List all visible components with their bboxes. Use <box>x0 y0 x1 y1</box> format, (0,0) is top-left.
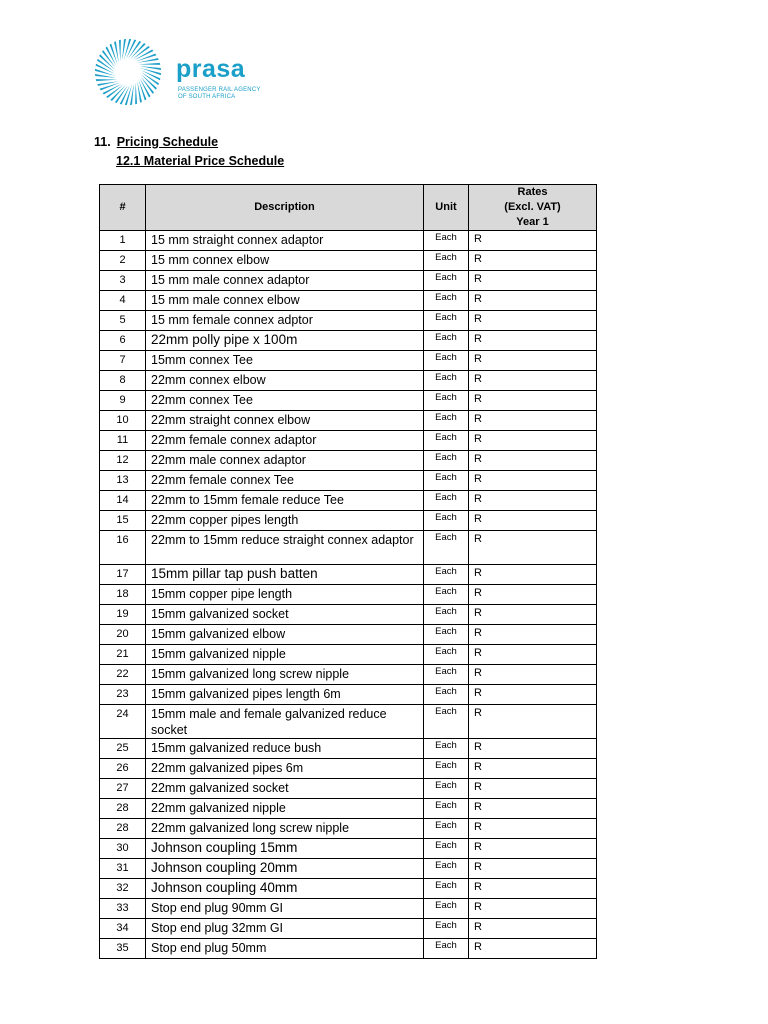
row-unit: Each <box>424 665 469 685</box>
brand-tagline-line2: OF SOUTH AFRICA <box>178 94 236 100</box>
header-description: Description <box>146 185 424 231</box>
row-number: 34 <box>100 919 146 939</box>
table-row <box>100 779 597 799</box>
row-number: 5 <box>100 311 146 331</box>
row-unit: Each <box>424 311 469 331</box>
row-rate: R <box>469 665 597 685</box>
row-unit: Each <box>424 585 469 605</box>
row-unit: Each <box>424 799 469 819</box>
row-description: 22mm male connex adaptor <box>146 451 424 471</box>
row-number: 33 <box>100 899 146 919</box>
row-description: 15mm galvanized socket <box>146 605 424 625</box>
row-unit: Each <box>424 625 469 645</box>
row-rate: R <box>469 625 597 645</box>
row-number: 2 <box>100 251 146 271</box>
row-rate: R <box>469 839 597 859</box>
row-unit: Each <box>424 351 469 371</box>
row-unit: Each <box>424 271 469 291</box>
row-description: 22mm galvanized nipple <box>146 799 424 819</box>
row-rate: R <box>469 491 597 511</box>
table-row <box>100 899 597 919</box>
table-row <box>100 491 597 511</box>
row-rate: R <box>469 759 597 779</box>
row-rate: R <box>469 351 597 371</box>
row-number: 12 <box>100 451 146 471</box>
row-unit: Each <box>424 939 469 959</box>
row-unit: Each <box>424 291 469 311</box>
row-number: 24 <box>100 705 146 739</box>
row-number: 31 <box>100 859 146 879</box>
table-row <box>100 351 597 371</box>
header-rates-line1: Rates <box>517 186 548 198</box>
row-rate: R <box>469 411 597 431</box>
header-rates <box>469 185 597 231</box>
row-number: 14 <box>100 491 146 511</box>
row-rate: R <box>469 451 597 471</box>
table-row <box>100 645 597 665</box>
table-row <box>100 411 597 431</box>
row-rate: R <box>469 645 597 665</box>
row-description: 15 mm male connex adaptor <box>146 271 424 291</box>
row-rate: R <box>469 705 597 739</box>
row-unit: Each <box>424 605 469 625</box>
header-rates-line2: (Excl. VAT) <box>504 201 561 213</box>
section-heading <box>94 135 218 150</box>
row-number: 6 <box>100 331 146 351</box>
table-row <box>100 665 597 685</box>
row-rate: R <box>469 311 597 331</box>
row-number: 1 <box>100 231 146 251</box>
row-rate: R <box>469 919 597 939</box>
row-unit: Each <box>424 491 469 511</box>
row-description: 22mm copper pipes length <box>146 511 424 531</box>
row-unit: Each <box>424 645 469 665</box>
row-description: 22mm connex Tee <box>146 391 424 411</box>
row-description: Stop end plug 50mm <box>146 939 424 959</box>
row-rate: R <box>469 939 597 959</box>
row-unit: Each <box>424 411 469 431</box>
table-row <box>100 625 597 645</box>
row-number: 16 <box>100 531 146 565</box>
row-rate: R <box>469 819 597 839</box>
row-description: 22mm to 15mm reduce straight connex adaptor <box>146 531 424 565</box>
row-rate: R <box>469 585 597 605</box>
row-unit: Each <box>424 511 469 531</box>
section-title: Pricing Schedule <box>116 135 219 149</box>
row-number: 25 <box>100 739 146 759</box>
row-description: Johnson coupling 40mm <box>146 879 424 899</box>
row-rate: R <box>469 371 597 391</box>
price-schedule-table <box>99 184 597 959</box>
row-description: Johnson coupling 15mm <box>146 839 424 859</box>
table-row <box>100 839 597 859</box>
row-number: 32 <box>100 879 146 899</box>
row-number: 35 <box>100 939 146 959</box>
row-unit: Each <box>424 739 469 759</box>
row-number: 19 <box>100 605 146 625</box>
table-row <box>100 331 597 351</box>
row-description: Johnson coupling 20mm <box>146 859 424 879</box>
row-rate: R <box>469 779 597 799</box>
row-number: 27 <box>100 779 146 799</box>
row-unit: Each <box>424 879 469 899</box>
table-row <box>100 371 597 391</box>
row-unit: Each <box>424 839 469 859</box>
table-row <box>100 605 597 625</box>
row-unit: Each <box>424 371 469 391</box>
row-number: 11 <box>100 431 146 451</box>
row-rate: R <box>469 899 597 919</box>
row-number: 13 <box>100 471 146 491</box>
row-number: 17 <box>100 565 146 585</box>
row-number: 7 <box>100 351 146 371</box>
row-rate: R <box>469 271 597 291</box>
row-description: 15mm pillar tap push batten <box>146 565 424 585</box>
row-description: 22mm to 15mm female reduce Tee <box>146 491 424 511</box>
row-unit: Each <box>424 471 469 491</box>
row-unit: Each <box>424 899 469 919</box>
row-rate: R <box>469 531 597 565</box>
row-rate: R <box>469 251 597 271</box>
row-description: 15mm galvanized elbow <box>146 625 424 645</box>
prasa-emblem-icon <box>92 36 164 108</box>
table-row <box>100 759 597 779</box>
row-unit: Each <box>424 819 469 839</box>
table-row <box>100 939 597 959</box>
table-row <box>100 251 597 271</box>
row-description: 15 mm straight connex adaptor <box>146 231 424 251</box>
row-description: 15mm galvanized nipple <box>146 645 424 665</box>
row-number: 21 <box>100 645 146 665</box>
row-number: 20 <box>100 625 146 645</box>
row-unit: Each <box>424 565 469 585</box>
table-row <box>100 531 597 565</box>
row-description: 15 mm female connex adptor <box>146 311 424 331</box>
row-rate: R <box>469 879 597 899</box>
table-row <box>100 585 597 605</box>
table-header-row <box>100 185 597 231</box>
row-unit: Each <box>424 231 469 251</box>
row-description: Stop end plug 90mm GI <box>146 899 424 919</box>
row-rate: R <box>469 471 597 491</box>
row-description: 15mm connex Tee <box>146 351 424 371</box>
table-row <box>100 231 597 251</box>
row-description: 22mm female connex adaptor <box>146 431 424 451</box>
table-row <box>100 451 597 471</box>
row-rate: R <box>469 291 597 311</box>
table-row <box>100 291 597 311</box>
section-number: 11. <box>94 135 111 149</box>
row-description: 15mm galvanized reduce bush <box>146 739 424 759</box>
row-number: 30 <box>100 839 146 859</box>
table-row <box>100 565 597 585</box>
row-unit: Each <box>424 859 469 879</box>
row-description: 15mm galvanized pipes length 6m <box>146 685 424 705</box>
row-number: 3 <box>100 271 146 291</box>
table-row <box>100 879 597 899</box>
row-rate: R <box>469 231 597 251</box>
row-rate: R <box>469 605 597 625</box>
header-rates-line3: Year 1 <box>516 216 549 228</box>
row-number: 28 <box>100 799 146 819</box>
brand-tagline-line1: PASSENGER RAIL AGENCY <box>178 87 261 93</box>
row-description: 22mm polly pipe x 100m <box>146 331 424 351</box>
row-unit: Each <box>424 531 469 565</box>
table-row <box>100 391 597 411</box>
row-description: 15mm male and female galvanized reduce socket <box>146 705 424 739</box>
brand-name: prasa <box>176 55 246 83</box>
table-row <box>100 799 597 819</box>
row-description: 15 mm connex elbow <box>146 251 424 271</box>
table-row <box>100 431 597 451</box>
row-number: 26 <box>100 759 146 779</box>
row-rate: R <box>469 391 597 411</box>
row-unit: Each <box>424 779 469 799</box>
row-number: 18 <box>100 585 146 605</box>
row-unit: Each <box>424 251 469 271</box>
row-description: 22mm galvanized pipes 6m <box>146 759 424 779</box>
row-rate: R <box>469 331 597 351</box>
row-rate: R <box>469 511 597 531</box>
section-subtitle: 12.1 Material Price Schedule <box>116 154 285 168</box>
row-description: 15mm copper pipe length <box>146 585 424 605</box>
row-unit: Each <box>424 685 469 705</box>
table-row <box>100 685 597 705</box>
row-rate: R <box>469 685 597 705</box>
row-unit: Each <box>424 759 469 779</box>
table-row <box>100 919 597 939</box>
row-number: 4 <box>100 291 146 311</box>
row-unit: Each <box>424 331 469 351</box>
row-rate: R <box>469 739 597 759</box>
row-unit: Each <box>424 391 469 411</box>
prasa-logo <box>92 40 272 104</box>
row-description: Stop end plug 32mm GI <box>146 919 424 939</box>
row-description: 22mm straight connex elbow <box>146 411 424 431</box>
table-row <box>100 471 597 491</box>
row-description: 22mm galvanized long screw nipple <box>146 819 424 839</box>
row-description: 22mm female connex Tee <box>146 471 424 491</box>
header-unit: Unit <box>424 185 469 231</box>
table-row <box>100 311 597 331</box>
row-description: 22mm galvanized socket <box>146 779 424 799</box>
row-number: 22 <box>100 665 146 685</box>
row-description: 22mm connex elbow <box>146 371 424 391</box>
row-number: 8 <box>100 371 146 391</box>
row-description: 15 mm male connex elbow <box>146 291 424 311</box>
table-row <box>100 271 597 291</box>
table-row <box>100 705 597 739</box>
table-row <box>100 859 597 879</box>
row-unit: Each <box>424 919 469 939</box>
table-row <box>100 511 597 531</box>
row-number: 15 <box>100 511 146 531</box>
row-rate: R <box>469 859 597 879</box>
row-number: 23 <box>100 685 146 705</box>
header-num: # <box>100 185 146 231</box>
row-rate: R <box>469 565 597 585</box>
row-unit: Each <box>424 451 469 471</box>
row-number: 28 <box>100 819 146 839</box>
row-rate: R <box>469 431 597 451</box>
table-row <box>100 739 597 759</box>
row-unit: Each <box>424 431 469 451</box>
table-row <box>100 819 597 839</box>
row-description: 15mm galvanized long screw nipple <box>146 665 424 685</box>
row-rate: R <box>469 799 597 819</box>
row-number: 10 <box>100 411 146 431</box>
row-number: 9 <box>100 391 146 411</box>
row-unit: Each <box>424 705 469 739</box>
